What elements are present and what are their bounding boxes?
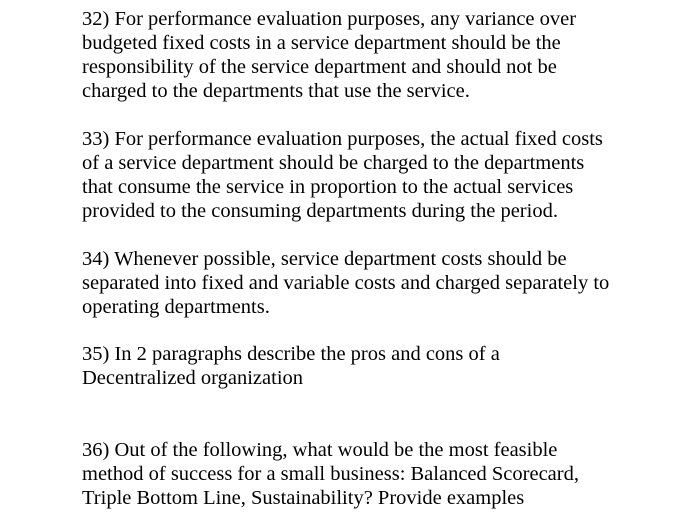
question-33: [82, 127, 603, 223]
question-34-line-1: 34) Whenever possible, service department costs should be: [82, 248, 567, 270]
question-36-line-1: 36) Out of the following, what would be the most feasible: [82, 439, 558, 461]
question-32-line-1: 32) For performance evaluation purposes, any variance over: [82, 8, 577, 30]
question-32-line-2: budgeted fixed costs in a service department should be the: [82, 32, 561, 54]
question-33-line-2: of a service department should be charged to the departments: [82, 152, 585, 174]
question-35-line-2: Decentralized organization: [82, 367, 304, 389]
question-33-line-1: 33) For performance evaluation purposes, the actual fixed costs: [82, 128, 603, 150]
question-35: [82, 342, 500, 390]
question-32: [82, 7, 576, 103]
question-32-line-4: charged to the departments that use the service.: [82, 80, 470, 102]
question-36-line-2: method of success for a small business: Balanced Scorecard,: [82, 463, 579, 485]
question-36: [82, 438, 579, 510]
question-32-line-3: responsibility of the service department and should not be: [82, 56, 557, 78]
question-34-line-3: operating departments.: [82, 296, 270, 318]
question-34-line-2: separated into fixed and variable costs and charged separately to: [82, 272, 610, 294]
question-34: [82, 247, 609, 319]
question-33-line-3: that consume the service in proportion to the actual services: [82, 176, 574, 198]
question-35-line-1: 35) In 2 paragraphs describe the pros and cons of a: [82, 343, 500, 365]
question-36-line-3: Triple Bottom Line, Sustainability? Provide examples: [82, 487, 525, 509]
question-33-line-4: provided to the consuming departments during the period.: [82, 200, 558, 222]
